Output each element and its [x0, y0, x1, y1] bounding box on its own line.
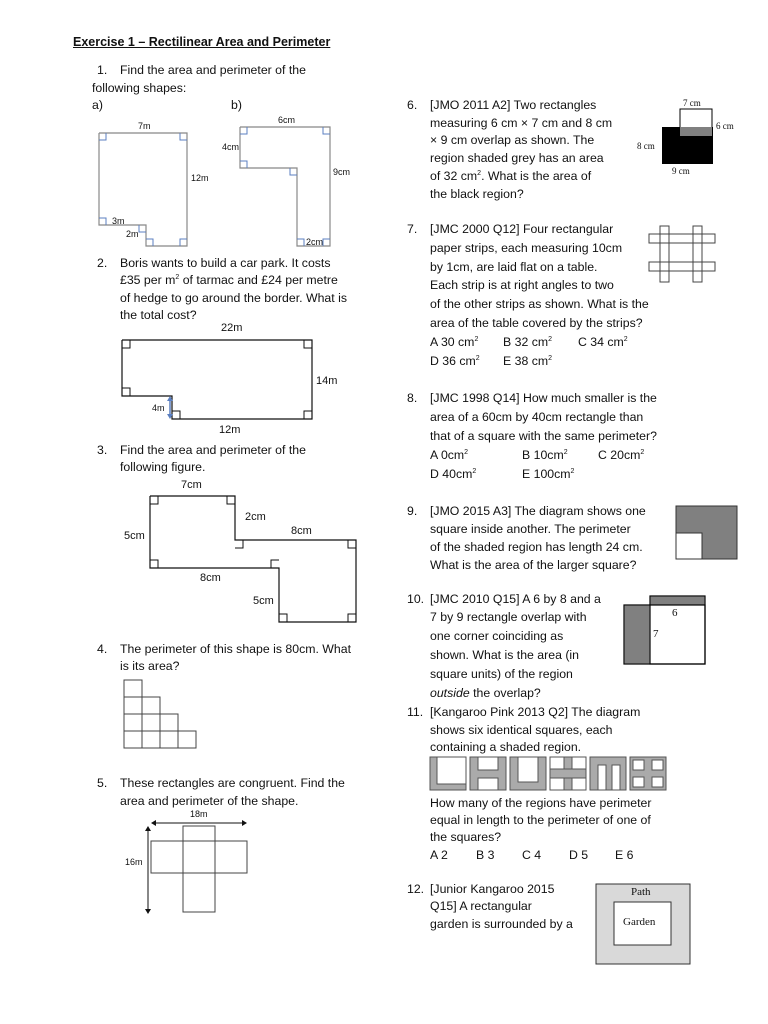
- q9-number: 9.: [407, 504, 418, 518]
- q1-part-b: b): [231, 98, 242, 112]
- q6-label-left: 8 cm: [637, 141, 655, 151]
- q11-line-1: [Kangaroo Pink 2013 Q2] The diagram: [430, 705, 641, 719]
- q6-line-4: region shaded grey has an area: [430, 151, 604, 165]
- q10-label-six: 6: [672, 607, 678, 619]
- q1a-label-top: 7m: [138, 121, 151, 131]
- q3-label-right: 5cm: [253, 595, 274, 607]
- q6-line-2: measuring 6 cm × 7 cm and 8 cm: [430, 116, 613, 130]
- q1a-label-right: 12m: [191, 173, 209, 183]
- q10-line-2: 7 by 9 rectangle overlap with: [430, 610, 587, 624]
- q7-option-a: A 30 $cm^2$: [430, 335, 479, 349]
- q12-line-2: Q15] A rectangular: [430, 899, 532, 913]
- q1a-label-notch-w: 3m: [112, 216, 125, 226]
- q12-label-path: Path: [631, 886, 651, 898]
- q2-number: 2.: [97, 256, 108, 270]
- q7-option-c: C 34 $cm^2$: [578, 335, 628, 349]
- q2-line-1: Boris wants to build a car park. It costs: [120, 256, 331, 270]
- q11-after-3: the squares?: [430, 830, 502, 844]
- q1b-label-left: 4cm: [222, 142, 240, 152]
- q10-line-1: [JMC 2010 Q15] A 6 by 8 and a: [430, 592, 601, 606]
- q5-line-1: These rectangles are congruent. Find the: [120, 776, 345, 790]
- q11-number: 11.: [407, 705, 424, 719]
- q1a-label-notch-h: 2m: [126, 229, 139, 239]
- q7-line-1: [JMC 2000 Q12] Four rectangular: [430, 222, 614, 236]
- q8-line-3: that of a square with the same perimeter?: [430, 429, 657, 443]
- q6-label-right: 6 cm: [716, 121, 734, 131]
- q6-label-top: 7 cm: [683, 98, 701, 108]
- q10-number: 10.: [407, 592, 425, 606]
- q2-line-4: the total cost?: [120, 308, 197, 322]
- q9-line-4: What is the area of the larger square?: [430, 558, 637, 572]
- q10-line-4: shown. What is the area (in: [430, 648, 579, 662]
- q11-option-a: A 2: [430, 848, 448, 862]
- q10-line-6: outside the overlap?: [430, 686, 541, 700]
- q3-line-2: following figure.: [120, 460, 206, 474]
- q10-label-seven: 7: [653, 628, 659, 640]
- q12-label-garden: Garden: [623, 916, 656, 928]
- q12-line-3: garden is surrounded by a: [430, 917, 573, 931]
- q6-line-6: the black region?: [430, 187, 524, 201]
- q2-label-bottom: 12m: [219, 424, 241, 436]
- q7-line-5: of the other strips as shown. What is the: [430, 297, 649, 311]
- q1-number: 1.: [97, 63, 108, 77]
- q1b-label-top: 6cm: [278, 115, 296, 125]
- q7-option-b: B 32 $cm^2$: [503, 335, 553, 349]
- q10-line-5: square units) of the region: [430, 667, 573, 681]
- q8-line-1: [JMC 1998 Q14] How much smaller is the: [430, 391, 657, 405]
- q1b-label-bottom: 2cm: [306, 237, 324, 247]
- q11-option-c: C 4: [522, 848, 542, 862]
- q2-label-right: 14m: [316, 375, 338, 387]
- q8-option-c: C $20cm^2$: [598, 448, 645, 462]
- q11-after-2: equal in length to the perimeter of one of: [430, 813, 651, 827]
- q5-number: 5.: [97, 776, 108, 790]
- q3-label-inner: 2cm: [245, 511, 266, 523]
- q4-line-2: is its area?: [120, 659, 180, 673]
- q2-label-top: 22m: [221, 322, 243, 334]
- q9-line-2: square inside another. The perimeter: [430, 522, 631, 536]
- q1-part-a: a): [92, 98, 103, 112]
- q2-line-3: of hedge to go around the border. What is: [120, 291, 347, 305]
- q3-line-1: Find the area and perimeter of the: [120, 443, 306, 457]
- q3-label-left: 5cm: [124, 530, 145, 542]
- q1-line-2: following shapes:: [92, 81, 187, 95]
- page-title: Exercise 1 – Rectilinear Area and Perimeter: [73, 35, 331, 49]
- q10-line-3: one corner coinciding as: [430, 629, 564, 643]
- q8-option-b: B $10cm^2$: [522, 448, 568, 462]
- q7-line-4: Each strip is at right angles to two: [430, 278, 614, 292]
- q12-number: 12.: [407, 882, 425, 896]
- q11-option-e: E 6: [615, 848, 634, 862]
- q8-number: 8.: [407, 391, 418, 405]
- q6-label-bottom: 9 cm: [672, 166, 690, 176]
- q1-line-1: Find the area and perimeter of the: [120, 63, 306, 77]
- q7-option-e: E 38 $cm^2$: [503, 354, 553, 368]
- q3-label-top: 7cm: [181, 479, 202, 491]
- q3-number: 3.: [97, 443, 108, 457]
- q5-label-width: 18m: [190, 809, 208, 819]
- q6-number: 6.: [407, 98, 418, 112]
- q11-option-b: B 3: [476, 848, 495, 862]
- q4-line-1: The perimeter of this shape is 80cm. What: [120, 642, 352, 656]
- q9-line-3: of the shaded region has length 24 cm.: [430, 540, 643, 554]
- q8-option-a: A $0cm^2$: [430, 448, 469, 462]
- q9-line-1: [JMO 2015 A3] The diagram shows one: [430, 504, 646, 518]
- q7-option-d: D 36 $cm^2$: [430, 354, 480, 368]
- q3-label-middle: 8cm: [200, 572, 221, 584]
- q6-line-1: [JMO 2011 A2] Two rectangles: [430, 98, 597, 112]
- q6-line-5: of 32 $cm^2$. What is the area of: [430, 169, 592, 183]
- q2-label-step: 4m: [152, 403, 165, 413]
- q8-option-e: E $100cm^2$: [522, 467, 575, 481]
- q4-number: 4.: [97, 642, 108, 656]
- q7-line-2: paper strips, each measuring 10cm: [430, 241, 623, 255]
- q11-option-d: D 5: [569, 848, 589, 862]
- q8-option-d: D $40cm^2$: [430, 467, 477, 481]
- q6-line-3: × 9 cm overlap as shown. The: [430, 133, 595, 147]
- q1b-label-right: 9cm: [333, 167, 351, 177]
- q7-line-3: by 1cm, are laid flat on a table.: [430, 260, 598, 274]
- q5-label-height: 16m: [125, 857, 143, 867]
- q7-line-6: area of the table covered by the strips?: [430, 316, 643, 330]
- q12-line-1: [Junior Kangaroo 2015: [430, 882, 555, 896]
- q11-after-1: How many of the regions have perimeter: [430, 796, 652, 810]
- q7-number: 7.: [407, 222, 418, 236]
- q5-line-2: area and perimeter of the shape.: [120, 794, 299, 808]
- q11-line-2: shows six identical squares, each: [430, 723, 613, 737]
- q8-line-2: area of a 60cm by 40cm rectangle than: [430, 410, 644, 424]
- q2-line-2: £35 per $m^2$ of tarmac and £24 per metre: [120, 273, 338, 287]
- q11-line-3: containing a shaded region.: [430, 740, 582, 754]
- q3-label-right-top: 8cm: [291, 525, 312, 537]
